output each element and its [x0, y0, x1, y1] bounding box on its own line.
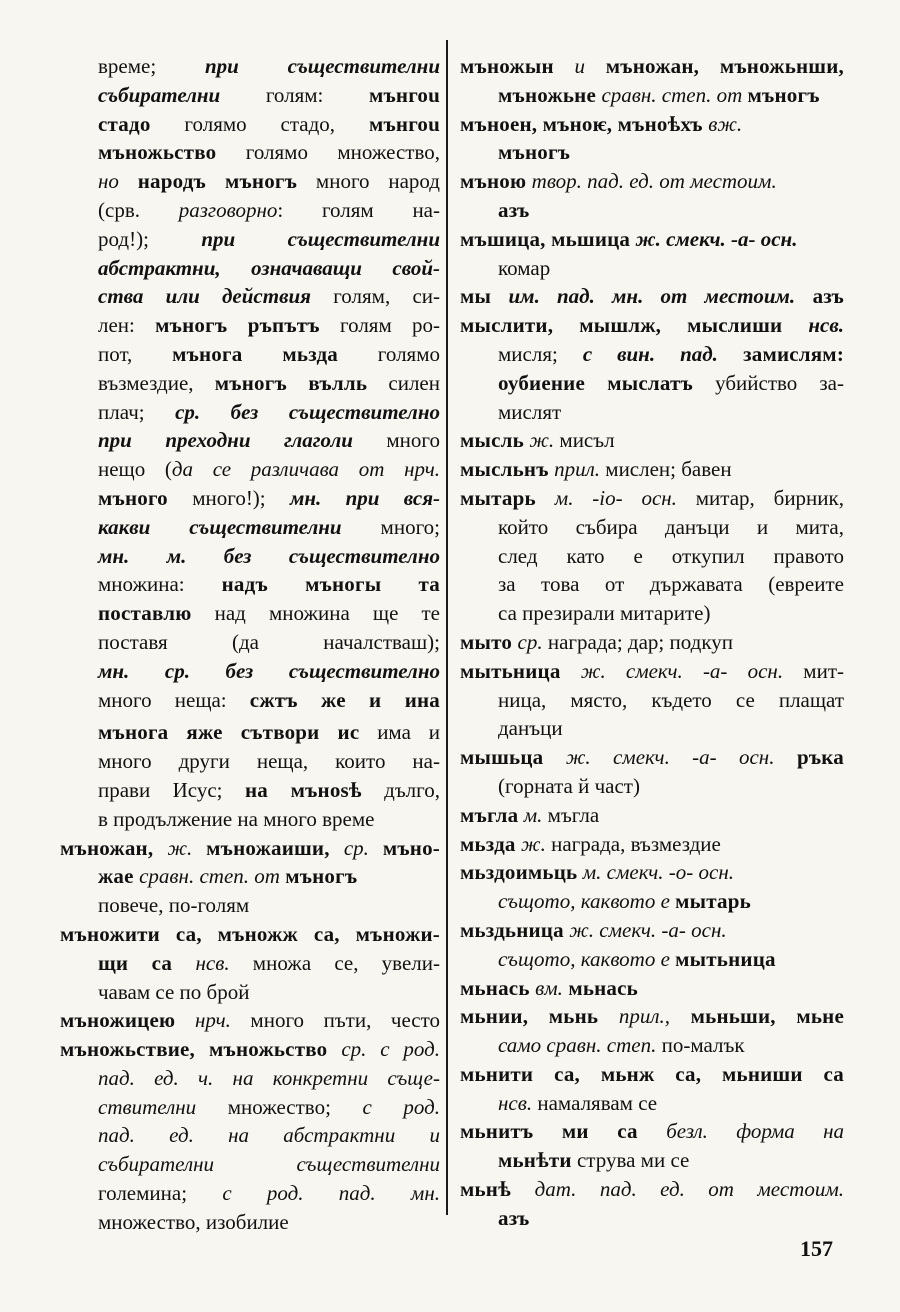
text-line: много други неща, които на- — [98, 749, 440, 774]
text-line: при преходни глаголи много — [98, 428, 440, 453]
text-line: мьнии, мьнь прил., мьньши, мьне — [460, 1004, 844, 1029]
text-line: лен: мъногъ ръпътъ голям ро- — [98, 313, 440, 338]
text-line: мышьца ж. смекч. -а- осн. ръка — [460, 745, 844, 770]
text-line: мъножьство голямо множество, — [98, 140, 440, 165]
text-line: поставя (да началстваш); — [98, 629, 440, 654]
text-line: големина; с род. пад. мн. — [98, 1181, 440, 1206]
text-line: само сравн. степ. по-малък — [498, 1033, 745, 1058]
left-continuation-entry — [60, 52, 440, 834]
text-line: щи са нсв. множа се, увели- — [98, 950, 440, 975]
text-line: мытьница ж. смекч. -а- осн. мит- — [460, 658, 844, 683]
text-line: нсв. намалявам се — [498, 1090, 658, 1115]
text-line: събирателни съществителни — [98, 1152, 440, 1177]
text-line: абстрактни, означаващи свой- — [98, 255, 440, 280]
text-line: мьнѣти струва ми се — [498, 1148, 690, 1173]
entry-mnozhstvo — [60, 1035, 440, 1237]
text-line: мьнитъ ми са безл. форма на — [460, 1119, 845, 1144]
text-line: мьнась вм. мьнась — [460, 975, 638, 1000]
text-line: мъножьне сравн. степ. от мъногъ — [498, 82, 820, 107]
text-line: данъци — [498, 716, 563, 741]
text-line: чавам се по брой — [98, 979, 250, 1004]
right-column — [460, 52, 844, 1233]
left-column — [60, 52, 440, 1237]
text-line: мьнити са, мьнж са, мьниши са — [460, 1061, 844, 1086]
text-line: време; при съществителни — [98, 54, 440, 78]
text-line: мьздоимьць м. смекч. -о- осн. — [460, 860, 735, 885]
text-line: но народъ мъногъ много народ — [98, 169, 440, 194]
text-line: пад. ед. ч. на конкретни съще- — [98, 1065, 440, 1090]
text-line: прави Исус; на мъноѕѣ дълго, — [98, 777, 440, 802]
page-number: 157 — [800, 1236, 833, 1261]
text-line: мъного много!); мн. при вся- — [98, 485, 440, 510]
text-line: (горната й част) — [498, 773, 640, 798]
text-line: мъною твор. пад. ед. от местоим. — [460, 169, 777, 194]
entry-mnozhitseyu — [60, 1006, 440, 1035]
text-line: мысльнъ прил. мислен; бавен — [460, 457, 732, 482]
text-line: мьнѣ дат. пад. ед. от местоим. — [460, 1177, 844, 1202]
text-line: мьздьница ж. смекч. -а- осн. — [460, 917, 727, 942]
text-line: същото, каквото е мытарь — [498, 889, 751, 914]
entry-mnozhiti — [60, 920, 440, 1006]
text-line: мисля; с вин. пад. замислям: — [498, 341, 845, 366]
text-line: мытарь м. -io- осн. митар, бирник, — [460, 485, 844, 510]
text-line: нещо (да се различава от нрч. — [98, 457, 440, 482]
entry-mnozhan — [60, 834, 440, 920]
text-line: (срв. разговорно: голям на- — [98, 197, 440, 222]
text-line: множество, изобилие — [98, 1209, 289, 1234]
text-line: мыслити, мышлж, мыслиши нсв. — [460, 313, 844, 338]
text-line: ства или действия голям, си- — [98, 284, 440, 309]
text-line: възмездие, мъногъ вълль силен — [98, 370, 440, 395]
text-line: повече, по-голям — [98, 893, 250, 918]
text-line: същото, каквото е мытьница — [498, 946, 776, 971]
text-line: мъшица, мьшица ж. смекч. -а- осн. — [460, 226, 798, 251]
column-divider — [446, 40, 448, 1215]
text-line: мъножицею нрч. много пъти, често — [60, 1008, 441, 1033]
text-line: какви съществителни много; — [98, 514, 440, 539]
text-line: мьзда ж. награда, възмездие — [460, 831, 721, 856]
text-line: мн. м. без съществително — [98, 543, 440, 568]
text-line: мысль ж. мисъл — [460, 428, 615, 453]
text-line: за това от държавата (евреите — [498, 572, 844, 597]
text-line: оубиение мыслатъ убийство за- — [498, 370, 844, 395]
text-line: поставлю над множина ще те — [98, 601, 440, 626]
text-line: множина: надъ мъногы та — [98, 572, 440, 597]
text-line: пот, мънога мьзда голямо — [98, 341, 440, 366]
text-line: мислят — [498, 399, 562, 424]
text-line: жае сравн. степ. от мъногъ — [98, 864, 358, 889]
text-line: мъноен, мъноѥ, мъноѣхъ вж. — [460, 111, 743, 136]
text-line: мъгла м. мъгла — [460, 802, 600, 827]
text-line: в продължение на много време — [98, 806, 375, 831]
text-line: плач; ср. без съществително — [98, 399, 440, 424]
text-line: мъножан, ж. мъножаиши, ср. мъно- — [60, 835, 440, 860]
text-line: са презирали митарите) — [498, 601, 711, 626]
text-line: комар — [498, 255, 551, 280]
text-line: събирателни голям: мънгоu — [98, 82, 440, 107]
text-line: мы им. пад. мн. от местоим. азъ — [460, 284, 845, 309]
text-line: азъ — [498, 197, 530, 222]
text-line: мъножын и мъножан, мъножьнши, — [460, 54, 844, 78]
text-line: след като е откупил правото — [498, 543, 844, 568]
text-line: ствителни множество; с род. — [98, 1094, 441, 1119]
text-line: който събира данъци и мита, — [498, 514, 844, 539]
text-line: стадо голямо стадо, мънгоu — [98, 111, 440, 136]
text-line: род!); при съществителни — [98, 226, 440, 251]
text-line: много неща: сжтъ же и ина — [98, 687, 440, 712]
text-line: азъ — [498, 1205, 530, 1230]
text-line: мн. ср. без съществително — [98, 658, 440, 683]
text-line: мъножьствие, мъножьство ср. с род. — [60, 1037, 440, 1062]
text-line: мъножити са, мъножж са, мъножи- — [60, 921, 440, 946]
text-line: ница, място, където се плащат — [498, 687, 844, 712]
text-line: мыто ср. награда; дар; подкуп — [460, 629, 733, 654]
text-line: мъногъ — [498, 140, 571, 165]
text-line: мънога яже сътвори ис има и — [98, 720, 440, 745]
text-line: пад. ед. на абстрактни и — [98, 1123, 440, 1148]
